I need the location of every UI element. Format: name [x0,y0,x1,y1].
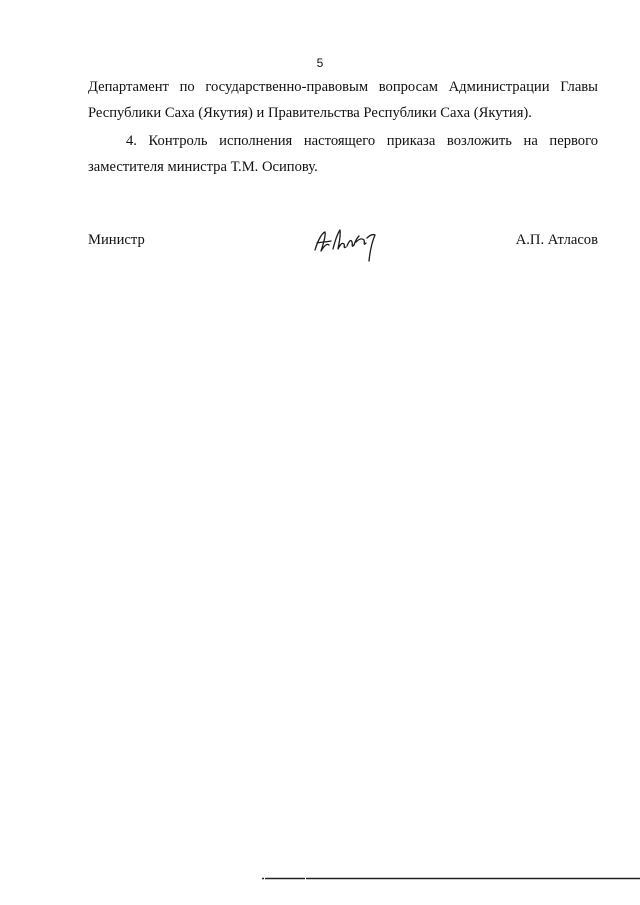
handwritten-signature [312,224,378,264]
paragraph-department: Департамент по государственно-правовым вопросам Администрации Главы Республики Саха (Якутия) и Правительства Республики Саха (Якутия). [88,79,598,121]
signatory-title: Министр [88,232,145,248]
scan-edge-line [262,877,640,880]
signature-block [88,224,598,264]
signatory-name: А.П. Атласов [515,232,598,248]
page-number: 5 [316,56,324,70]
paragraph-control: 4. Контроль исполнения настоящего приказа возложить на первого заместителя министра Т.М. Осипову. [88,133,598,175]
